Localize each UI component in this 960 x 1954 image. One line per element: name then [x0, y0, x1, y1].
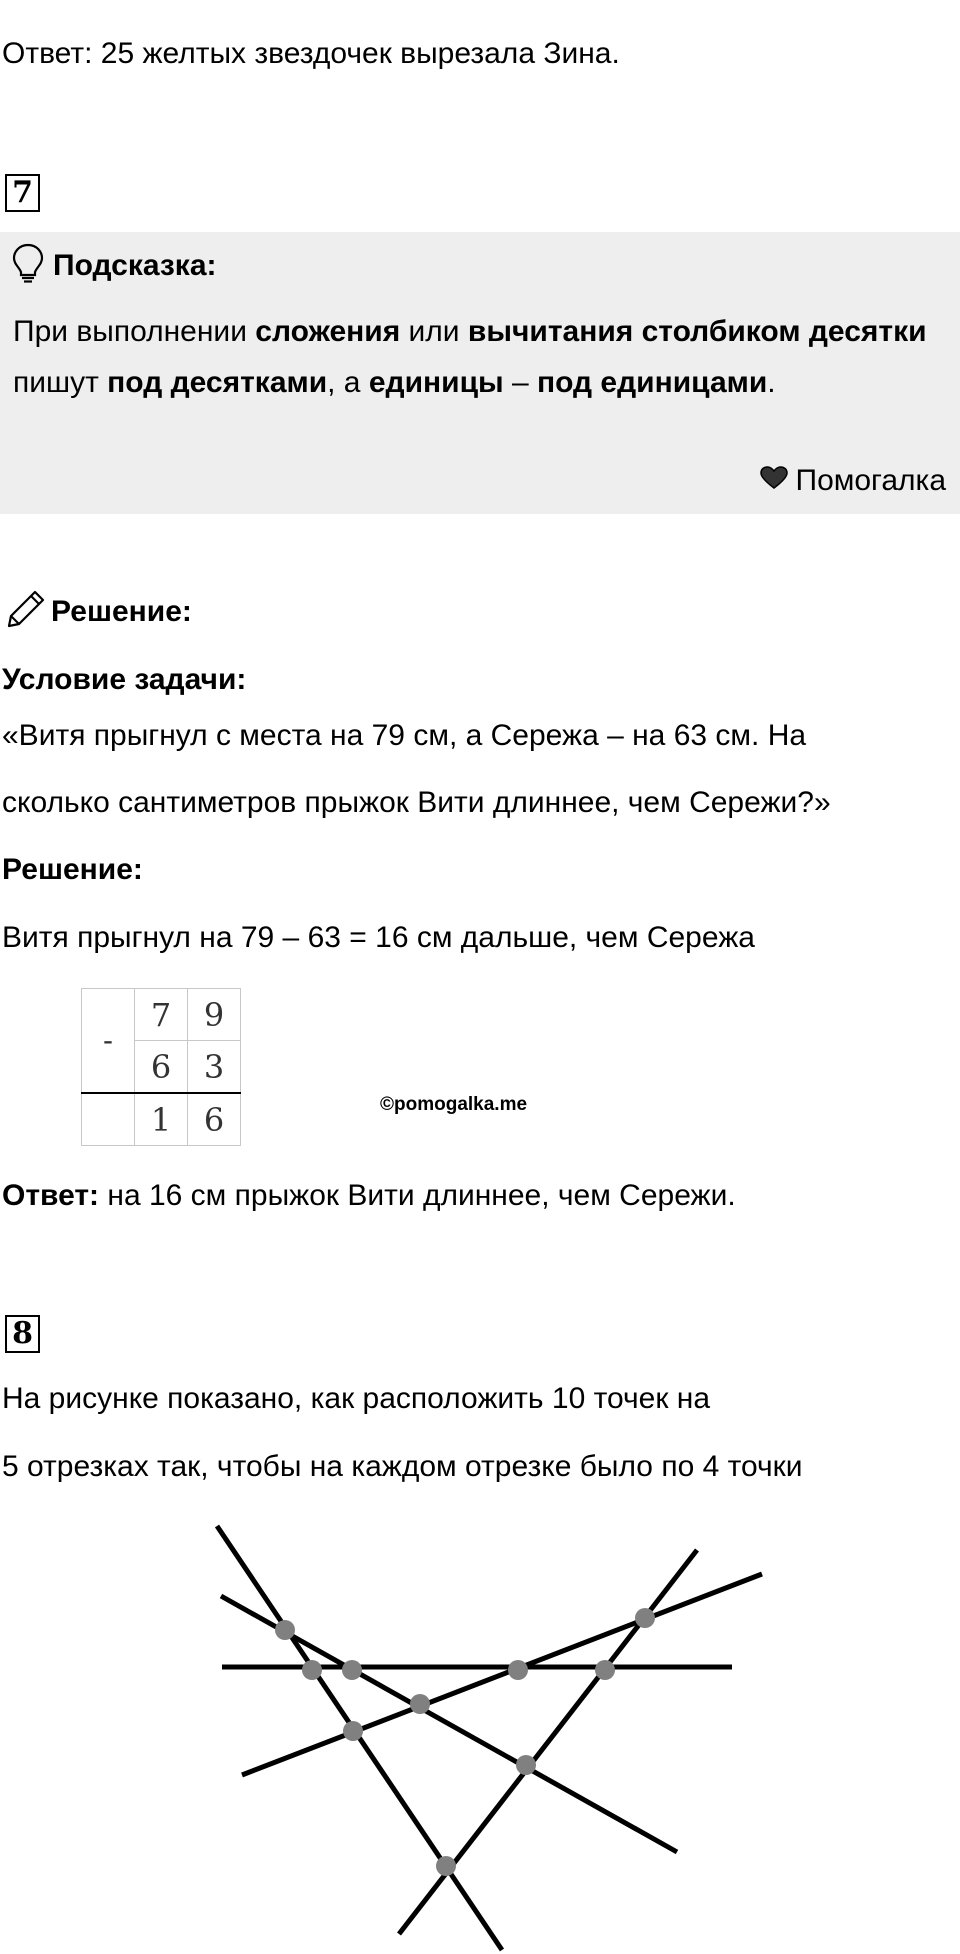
hint-emphasis: под единицами [537, 366, 768, 399]
solution-header-label: Решение: [51, 594, 192, 628]
brand-label: Помогалка [795, 464, 946, 497]
task-number-8: 8 [5, 1315, 40, 1353]
hint-run: . [767, 366, 776, 399]
digit-cell: 9 [188, 989, 241, 1041]
condition-line-2: сколько сантиметров прыжок Вити длиннее, чем Сережи?» [2, 786, 831, 819]
condition-line-1: «Витя прыгнул с места на 79 см, а Сережа – на 63 см. На [2, 719, 807, 752]
hint-run: или [400, 315, 468, 348]
answer-label: Ответ: [2, 1179, 100, 1212]
hint-run: , а [327, 366, 369, 399]
point [595, 1660, 615, 1680]
answer-text: на 16 см прыжок Вити длиннее, чем Сережи. [99, 1179, 736, 1212]
task-number-7: 7 [5, 174, 40, 212]
minus-sign: - [82, 989, 135, 1094]
task8-line-1: На рисунке показано, как расположить 10 точек на [2, 1382, 711, 1415]
hint-emphasis: сложения [255, 315, 401, 348]
hint-emphasis: единицы [368, 366, 504, 399]
hint-run: – [503, 366, 537, 399]
point [436, 1856, 456, 1876]
point [302, 1660, 322, 1680]
result-digit: 6 [188, 1093, 241, 1146]
point [508, 1660, 528, 1680]
solution-label: Решение: [2, 853, 143, 886]
solution-text: Витя прыгнул на 79 – 63 = 16 см дальше, чем Сережа [2, 921, 755, 954]
hint-run: пишут [13, 366, 108, 399]
segment [399, 1550, 697, 1934]
point [343, 1721, 363, 1741]
watermark: ©pomogalka.me [380, 1094, 528, 1115]
hint-emphasis: вычитания столбиком десятки [467, 315, 927, 348]
condition-label: Условие задачи: [2, 663, 247, 696]
digit-cell: 7 [135, 989, 188, 1041]
point [516, 1755, 536, 1775]
digit-cell: 6 [135, 1041, 188, 1094]
hint-run: При выполнении [13, 315, 256, 348]
digit-cell: 3 [188, 1041, 241, 1094]
hint-emphasis: под десятками [107, 366, 328, 399]
result-digit: 1 [135, 1093, 188, 1146]
previous-answer: Ответ: 25 желтых звездочек вырезала Зина. [2, 37, 620, 70]
point [635, 1608, 655, 1628]
hint-title: Подсказка: [53, 248, 217, 282]
point [410, 1694, 430, 1714]
task8-line-2: 5 отрезках так, чтобы на каждом отрезке было по 4 точки [2, 1450, 803, 1483]
point [275, 1620, 295, 1640]
point [342, 1660, 362, 1680]
